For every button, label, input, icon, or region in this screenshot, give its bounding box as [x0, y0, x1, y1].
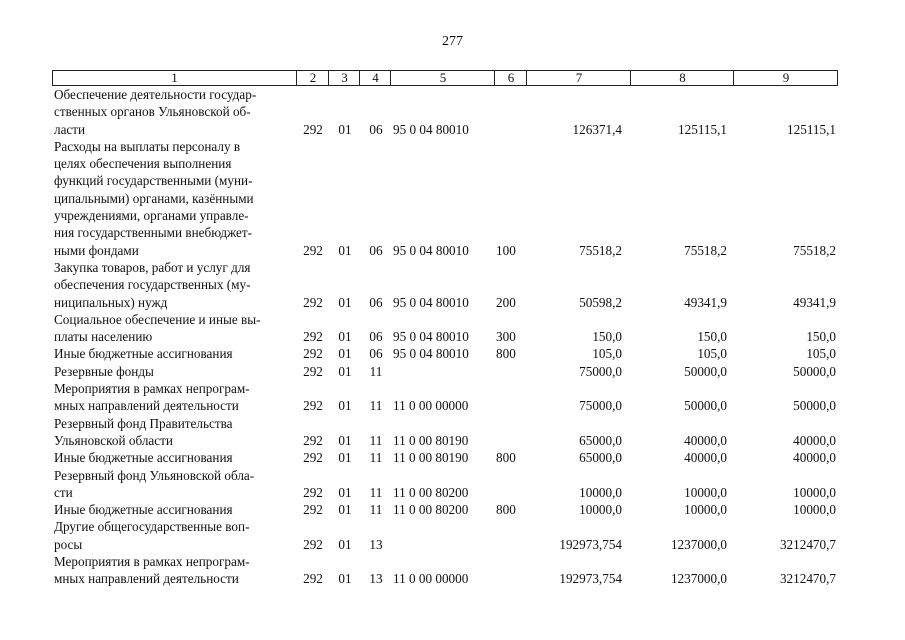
description-line: мных направлений деятельности — [54, 571, 239, 587]
expense-type-code: 100 — [496, 242, 516, 258]
target-article-code: 11 0 00 80200 — [393, 484, 469, 500]
description-line: обеспечения государственных (му- — [54, 277, 251, 293]
section-code: 01 — [338, 329, 352, 345]
admin-code: 292 — [303, 571, 323, 587]
description-line: Расходы на выплаты персоналу в — [54, 138, 241, 154]
target-article-code: 95 0 04 80010 — [393, 294, 469, 310]
description-line: Закупка товаров, работ и услуг для — [54, 259, 251, 275]
admin-code: 292 — [303, 450, 323, 466]
amount-col-8: 40000,0 — [684, 450, 727, 466]
subsection-code: 11 — [369, 398, 383, 414]
admin-code: 292 — [303, 502, 323, 518]
section-code: 01 — [338, 294, 352, 310]
amount-col-7: 75000,0 — [579, 363, 622, 379]
target-article-code: 95 0 04 80010 — [393, 242, 469, 258]
header-col-1: 1 — [171, 70, 178, 85]
amount-col-9: 10000,0 — [793, 502, 836, 518]
amount-col-9: 40000,0 — [793, 432, 836, 448]
subsection-code: 13 — [369, 571, 383, 587]
expense-type-code: 300 — [496, 329, 516, 345]
amount-col-9: 49341,9 — [793, 294, 836, 310]
table-header — [52, 70, 838, 86]
amount-col-9: 3212470,7 — [779, 536, 836, 552]
description-line: Иные бюджетные ассигнования — [54, 450, 233, 466]
admin-code: 292 — [303, 242, 323, 258]
table-row — [52, 449, 838, 466]
subsection-code: 13 — [369, 536, 383, 552]
target-article-code: 11 0 00 80190 — [393, 450, 469, 466]
admin-code: 292 — [303, 363, 323, 379]
section-code: 01 — [338, 363, 352, 379]
row-description — [54, 553, 295, 588]
admin-code: 292 — [303, 346, 323, 362]
description-line: Резервный фонд Правительства — [54, 415, 233, 431]
description-line: Иные бюджетные ассигнования — [54, 346, 233, 362]
table-row — [52, 86, 838, 138]
amount-col-7: 75518,2 — [579, 242, 622, 258]
description-line: функций государственными (муни- — [54, 173, 253, 189]
amount-col-7: 65000,0 — [579, 432, 622, 448]
description-line: Социальное обеспечение и иные вы- — [54, 311, 261, 327]
amount-col-9: 3212470,7 — [779, 571, 836, 587]
header-col-8: 8 — [630, 71, 734, 85]
amount-col-9: 105,0 — [806, 346, 836, 362]
section-code: 01 — [338, 398, 352, 414]
subsection-code: 06 — [369, 329, 383, 345]
amount-col-8: 40000,0 — [684, 432, 727, 448]
target-article-code: 11 0 00 00000 — [393, 571, 469, 587]
table-body — [52, 86, 838, 588]
header-col-9: 9 — [733, 71, 838, 85]
description-line: ласти — [54, 121, 86, 137]
row-description — [54, 345, 295, 362]
subsection-code: 11 — [369, 432, 383, 448]
amount-col-8: 50000,0 — [684, 363, 727, 379]
section-code: 01 — [338, 121, 352, 137]
description-line: целях обеспечения выполнения — [54, 156, 232, 172]
table-row — [52, 345, 838, 362]
amount-col-9: 10000,0 — [793, 484, 836, 500]
row-description — [54, 138, 295, 259]
header-col-7: 7 — [526, 71, 631, 85]
row-description — [54, 311, 295, 346]
row-description — [54, 363, 295, 380]
amount-col-9: 125115,1 — [787, 121, 836, 137]
row-description — [54, 449, 295, 466]
header-col-6: 6 — [494, 71, 527, 85]
amount-col-7: 10000,0 — [579, 502, 622, 518]
amount-col-7: 192973,754 — [559, 571, 622, 587]
target-article-code: 11 0 00 80200 — [393, 502, 469, 518]
subsection-code: 06 — [369, 121, 383, 137]
amount-col-7: 10000,0 — [579, 484, 622, 500]
section-code: 01 — [338, 450, 352, 466]
amount-col-9: 40000,0 — [793, 450, 836, 466]
section-code: 01 — [338, 432, 352, 448]
description-line: ципальными) органами, казёнными — [54, 190, 254, 206]
admin-code: 292 — [303, 294, 323, 310]
admin-code: 292 — [303, 121, 323, 137]
target-article-code: 95 0 04 80010 — [393, 121, 469, 137]
description-line: мных направлений деятельности — [54, 398, 239, 414]
description-line: ния государственными внебюджет- — [54, 225, 253, 241]
amount-col-9: 50000,0 — [793, 398, 836, 414]
row-description — [54, 501, 295, 518]
description-line: Мероприятия в рамках непрограм- — [54, 381, 250, 397]
amount-col-9: 75518,2 — [793, 242, 836, 258]
amount-col-8: 105,0 — [697, 346, 727, 362]
description-line: Резервные фонды — [54, 363, 154, 379]
row-description — [54, 415, 295, 450]
target-article-code: 11 0 00 80190 — [393, 432, 469, 448]
amount-col-8: 75518,2 — [684, 242, 727, 258]
amount-col-7: 105,0 — [592, 346, 622, 362]
section-code: 01 — [338, 242, 352, 258]
header-col-2: 2 — [296, 71, 329, 85]
expense-type-code: 800 — [496, 346, 516, 362]
row-description — [54, 259, 295, 311]
subsection-code: 11 — [369, 484, 383, 500]
amount-col-7: 50598,2 — [579, 294, 622, 310]
subsection-code: 11 — [369, 363, 383, 379]
amount-col-7: 192973,754 — [559, 536, 622, 552]
amount-col-7: 150,0 — [592, 329, 622, 345]
table-row — [52, 363, 838, 380]
header-col-4: 4 — [359, 71, 391, 85]
row-description — [54, 380, 295, 415]
description-line: учреждениями, органами управле- — [54, 208, 249, 224]
description-line: Ульяновской области — [54, 432, 173, 448]
subsection-code: 06 — [369, 346, 383, 362]
section-code: 01 — [338, 571, 352, 587]
description-line: Другие общегосударственные воп- — [54, 519, 250, 535]
table-row — [52, 138, 838, 259]
amount-col-8: 50000,0 — [684, 398, 727, 414]
amount-col-8: 10000,0 — [684, 502, 727, 518]
amount-col-7: 126371,4 — [572, 121, 622, 137]
section-code: 01 — [338, 346, 352, 362]
amount-col-7: 65000,0 — [579, 450, 622, 466]
amount-col-7: 75000,0 — [579, 398, 622, 414]
subsection-code: 11 — [369, 450, 383, 466]
target-article-code: 95 0 04 80010 — [393, 346, 469, 362]
table-row — [52, 501, 838, 518]
amount-col-8: 1237000,0 — [670, 571, 727, 587]
table-row — [52, 311, 838, 346]
expense-type-code: 800 — [496, 450, 516, 466]
amount-col-8: 1237000,0 — [670, 536, 727, 552]
row-description — [54, 86, 295, 138]
amount-col-8: 49341,9 — [684, 294, 727, 310]
amount-col-8: 150,0 — [697, 329, 727, 345]
table-row — [52, 415, 838, 450]
description-line: ственных органов Ульяновской об- — [54, 104, 251, 120]
target-article-code: 95 0 04 80010 — [393, 329, 469, 345]
subsection-code: 11 — [369, 502, 383, 518]
description-line: платы населению — [54, 329, 153, 345]
admin-code: 292 — [303, 536, 323, 552]
table-row — [52, 380, 838, 415]
description-line: Резервный фонд Ульяновской обла- — [54, 467, 255, 483]
description-line: Иные бюджетные ассигнования — [54, 502, 233, 518]
amount-col-9: 150,0 — [806, 329, 836, 345]
section-code: 01 — [338, 536, 352, 552]
description-line: Обеспечение деятельности государ- — [54, 87, 257, 102]
description-line: росы — [54, 536, 83, 552]
subsection-code: 06 — [369, 294, 383, 310]
section-code: 01 — [338, 484, 352, 500]
table-row — [52, 518, 838, 553]
amount-col-9: 50000,0 — [793, 363, 836, 379]
admin-code: 292 — [303, 329, 323, 345]
table-row — [52, 553, 838, 588]
expense-type-code: 200 — [496, 294, 516, 310]
description-line: сти — [54, 484, 73, 500]
section-code: 01 — [338, 502, 352, 518]
header-col-3: 3 — [328, 71, 360, 85]
target-article-code: 11 0 00 00000 — [393, 398, 469, 414]
description-line: ными фондами — [54, 242, 139, 258]
expense-type-code: 800 — [496, 502, 516, 518]
admin-code: 292 — [303, 398, 323, 414]
amount-col-8: 125115,1 — [678, 121, 727, 137]
header-col-5: 5 — [390, 71, 495, 85]
row-description — [54, 518, 295, 553]
budget-table — [52, 70, 838, 588]
page-number: 277 — [442, 34, 463, 49]
table-row — [52, 467, 838, 502]
admin-code: 292 — [303, 484, 323, 500]
description-line: Мероприятия в рамках непрограм- — [54, 554, 250, 570]
amount-col-8: 10000,0 — [684, 484, 727, 500]
description-line: ниципальных) нужд — [54, 294, 168, 310]
admin-code: 292 — [303, 432, 323, 448]
row-description — [54, 467, 295, 502]
table-row — [52, 259, 838, 311]
subsection-code: 06 — [369, 242, 383, 258]
